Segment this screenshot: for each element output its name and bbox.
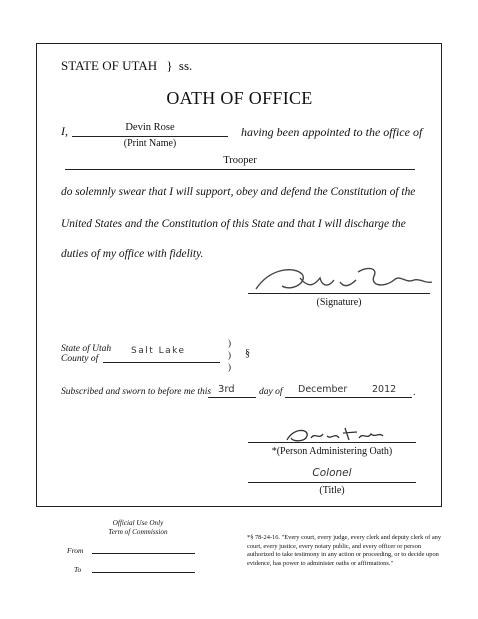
title-value: Colonel xyxy=(312,467,352,479)
appointed-text: having been appointed to the office of xyxy=(241,125,423,139)
oath-prefix: I, xyxy=(61,124,68,138)
day-of-text: day of xyxy=(259,387,283,397)
ss-label: ss. xyxy=(178,58,193,73)
signature-line xyxy=(248,293,430,294)
title-line xyxy=(248,482,416,483)
oath-line-3: duties of my office with fidelity. xyxy=(61,248,204,260)
from-line xyxy=(92,553,195,554)
print-name-caption: (Print Name) xyxy=(123,138,177,149)
county-value: Salt Lake xyxy=(131,346,186,356)
subscribed-end: . xyxy=(413,387,416,398)
state-label: STATE OF UTAH xyxy=(61,58,158,73)
venue-county-label: County of xyxy=(61,354,99,364)
to-label: To xyxy=(74,565,82,574)
oath-line-1: do solemnly swear that I will support, obey and defend the Constitution of the xyxy=(61,186,416,198)
venue-state: State of Utah xyxy=(61,344,112,354)
month-value: December xyxy=(298,384,348,395)
from-label: From xyxy=(67,546,84,555)
venue-brackets: ) ) ) xyxy=(228,338,231,372)
title-caption: (Title) xyxy=(319,485,345,496)
office-line xyxy=(65,169,415,170)
subscribed-text: Subscribed and sworn to before me this xyxy=(61,387,212,397)
year-value: 2012 xyxy=(372,384,397,395)
day-line xyxy=(208,397,256,398)
day-value: 3rd xyxy=(218,384,235,395)
to-line xyxy=(92,572,195,573)
month-year-line xyxy=(285,397,412,398)
oath-line-2: United States and the Constitution of this State and that I will discharge the xyxy=(61,218,406,230)
page-title: OATH OF OFFICE xyxy=(166,88,313,108)
office-value: Trooper xyxy=(223,155,257,166)
county-line xyxy=(103,362,220,363)
official-use-label: Official Use Only xyxy=(112,519,164,527)
signature-caption: (Signature) xyxy=(316,297,362,308)
administrator-caption: *(Person Administering Oath) xyxy=(271,446,393,457)
print-name-value: Devin Rose xyxy=(125,122,175,133)
section-mark: § xyxy=(245,348,250,359)
statute-text: *§ 78-24-16. "Every court, every judge, every clerk and deputy clerk of any court, every justice, every notary public, and every officer or person authorized to take testimony in any action or proceeding, or to decide upon evidence, has power to administer oaths or affirmations." xyxy=(247,534,442,567)
term-of-commission-label: Term of Commission xyxy=(108,528,168,536)
print-name-line xyxy=(72,136,228,137)
state-line xyxy=(61,58,192,74)
administrator-line xyxy=(248,442,416,443)
brace-mark: } xyxy=(166,58,173,73)
